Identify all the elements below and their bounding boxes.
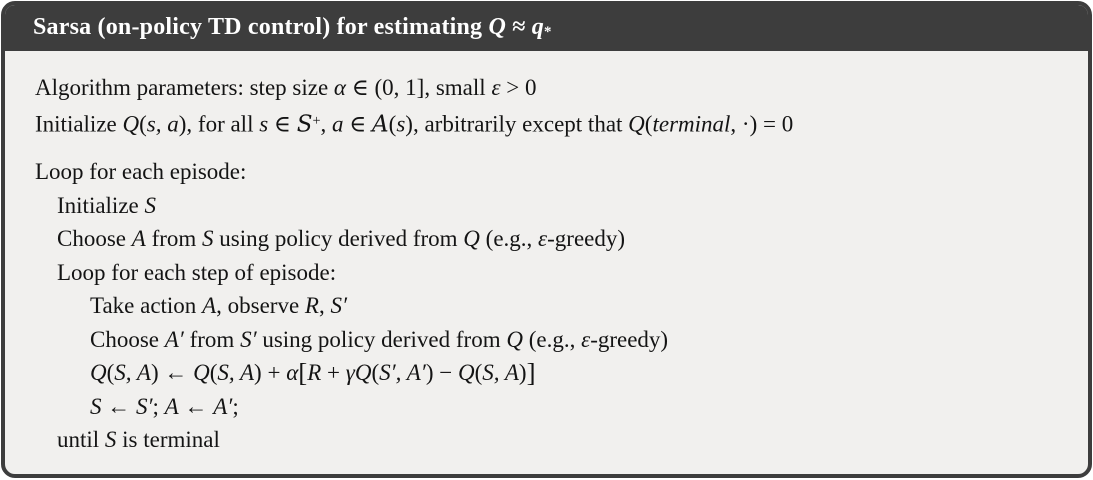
text-segment: + bbox=[312, 112, 321, 129]
text-segment: Choose bbox=[57, 226, 132, 252]
text-segment: Loop for each episode: bbox=[35, 159, 247, 185]
text-segment: ), for all bbox=[178, 110, 260, 136]
math-segment: S′, A′ bbox=[379, 360, 426, 386]
text-segment: ← bbox=[178, 393, 214, 419]
text-segment: > 0 bbox=[500, 75, 537, 100]
text-segment: ) ← bbox=[150, 360, 194, 386]
math-segment: S′ bbox=[136, 393, 153, 419]
text-segment: , ·) = 0 bbox=[730, 110, 794, 136]
text-segment: using policy derived from bbox=[256, 326, 507, 352]
text-segment: + bbox=[321, 360, 346, 386]
algo-line-11 bbox=[35, 423, 1068, 457]
algo-line-9 bbox=[35, 356, 1068, 390]
math-segment: α bbox=[333, 75, 346, 100]
math-segment: terminal bbox=[652, 110, 731, 136]
math-segment: S bbox=[202, 226, 214, 252]
text-segment: ) + bbox=[254, 360, 287, 386]
text-segment: Loop for each step of episode: bbox=[57, 259, 337, 285]
text-segment: ( bbox=[474, 360, 483, 386]
text-segment: -greedy) bbox=[590, 326, 669, 352]
math-segment: Q bbox=[193, 360, 210, 386]
math-segment: s bbox=[259, 110, 269, 136]
text-segment: -greedy) bbox=[547, 226, 626, 252]
algo-line-6 bbox=[35, 256, 1068, 290]
text-segment: is terminal bbox=[116, 427, 220, 453]
math-segment: ε bbox=[491, 75, 501, 100]
math-segment: Q bbox=[457, 360, 475, 386]
algo-line-5 bbox=[35, 222, 1068, 256]
algo-line-4 bbox=[35, 189, 1068, 223]
text-segment: ( bbox=[371, 360, 380, 386]
text-segment: Initialize bbox=[57, 192, 145, 218]
algo-line-2 bbox=[35, 105, 1068, 142]
math-segment: Q bbox=[90, 360, 107, 386]
math-segment: ε bbox=[538, 226, 548, 252]
math-segment: R bbox=[307, 360, 322, 386]
text-segment: (e.g., bbox=[479, 226, 539, 252]
text-segment: ∈ bbox=[343, 110, 373, 136]
text-segment: ← bbox=[101, 393, 136, 419]
text-segment: ( bbox=[139, 110, 147, 136]
text-segment: ] bbox=[526, 357, 536, 388]
algo-line-7 bbox=[35, 289, 1068, 323]
text-segment: ) bbox=[518, 360, 527, 386]
text-segment: ∈ (0, 1], small bbox=[346, 75, 492, 100]
text-segment: , observe bbox=[216, 293, 305, 319]
math-segment: Q bbox=[488, 14, 506, 41]
math-segment: S′ bbox=[240, 326, 257, 352]
math-segment: Q bbox=[506, 326, 523, 352]
math-segment: A bbox=[164, 393, 179, 419]
text-segment: Initialize bbox=[35, 110, 123, 136]
text-segment: until bbox=[57, 427, 105, 453]
text-segment: ∈ bbox=[268, 110, 297, 136]
algo-line-8 bbox=[35, 323, 1068, 357]
text-segment: ; bbox=[152, 393, 165, 419]
math-segment: S bbox=[144, 192, 156, 218]
text-segment: Algorithm parameters: step size bbox=[35, 75, 334, 100]
algo-line-1 bbox=[35, 71, 1068, 105]
text-segment: ( bbox=[209, 360, 218, 386]
algorithm-header bbox=[5, 5, 1088, 51]
text-segment: , bbox=[320, 110, 333, 136]
math-segment: S, A bbox=[217, 360, 255, 386]
algo-line-10 bbox=[35, 390, 1068, 424]
math-segment: A bbox=[372, 110, 389, 137]
math-segment: s, a bbox=[146, 110, 179, 136]
algo-line-3 bbox=[35, 155, 1068, 189]
math-segment: A bbox=[202, 293, 217, 319]
text-segment: Choose bbox=[90, 326, 165, 352]
text-segment: from bbox=[183, 326, 241, 352]
math-segment: S bbox=[90, 393, 102, 419]
math-segment: A′ bbox=[213, 393, 233, 419]
math-segment: S bbox=[104, 427, 117, 453]
math-segment: α bbox=[286, 360, 299, 386]
algorithm-title bbox=[33, 14, 552, 41]
math-segment: a bbox=[332, 110, 344, 136]
math-segment: Q bbox=[628, 110, 645, 136]
text-segment: from bbox=[145, 226, 203, 252]
text-segment: ( bbox=[388, 110, 397, 136]
math-segment: s bbox=[396, 110, 406, 136]
text-segment: ( bbox=[106, 360, 115, 386]
math-segment: γQ bbox=[345, 360, 372, 386]
text-segment: [ bbox=[298, 357, 308, 388]
text-segment: (e.g., bbox=[522, 326, 582, 352]
text-segment: Sarsa (on-policy TD control) for estimating bbox=[33, 14, 489, 41]
text-segment: using policy derived from bbox=[213, 226, 464, 252]
algorithm-body bbox=[5, 51, 1088, 457]
math-segment: Q bbox=[463, 226, 480, 252]
text-segment: , bbox=[318, 293, 331, 319]
math-segment: R bbox=[304, 293, 319, 319]
text-segment: ), arbitrarily except that bbox=[405, 110, 629, 136]
text-segment: ) − bbox=[425, 360, 458, 386]
math-segment: A′ bbox=[164, 326, 184, 352]
math-segment: S bbox=[296, 110, 313, 137]
text-segment: ; bbox=[232, 393, 239, 419]
math-segment: S′ bbox=[330, 293, 347, 319]
math-segment: S, A bbox=[482, 360, 519, 386]
math-segment: q bbox=[531, 14, 544, 41]
math-segment: S, A bbox=[114, 360, 151, 386]
text-segment: Take action bbox=[90, 293, 203, 319]
math-segment: ε bbox=[581, 326, 591, 352]
algorithm-box bbox=[1, 1, 1092, 478]
math-segment: A bbox=[131, 226, 146, 252]
text-segment: ≈ bbox=[506, 14, 532, 41]
text-segment: * bbox=[543, 24, 552, 41]
math-segment: Q bbox=[122, 110, 140, 136]
text-segment: ( bbox=[644, 110, 653, 136]
